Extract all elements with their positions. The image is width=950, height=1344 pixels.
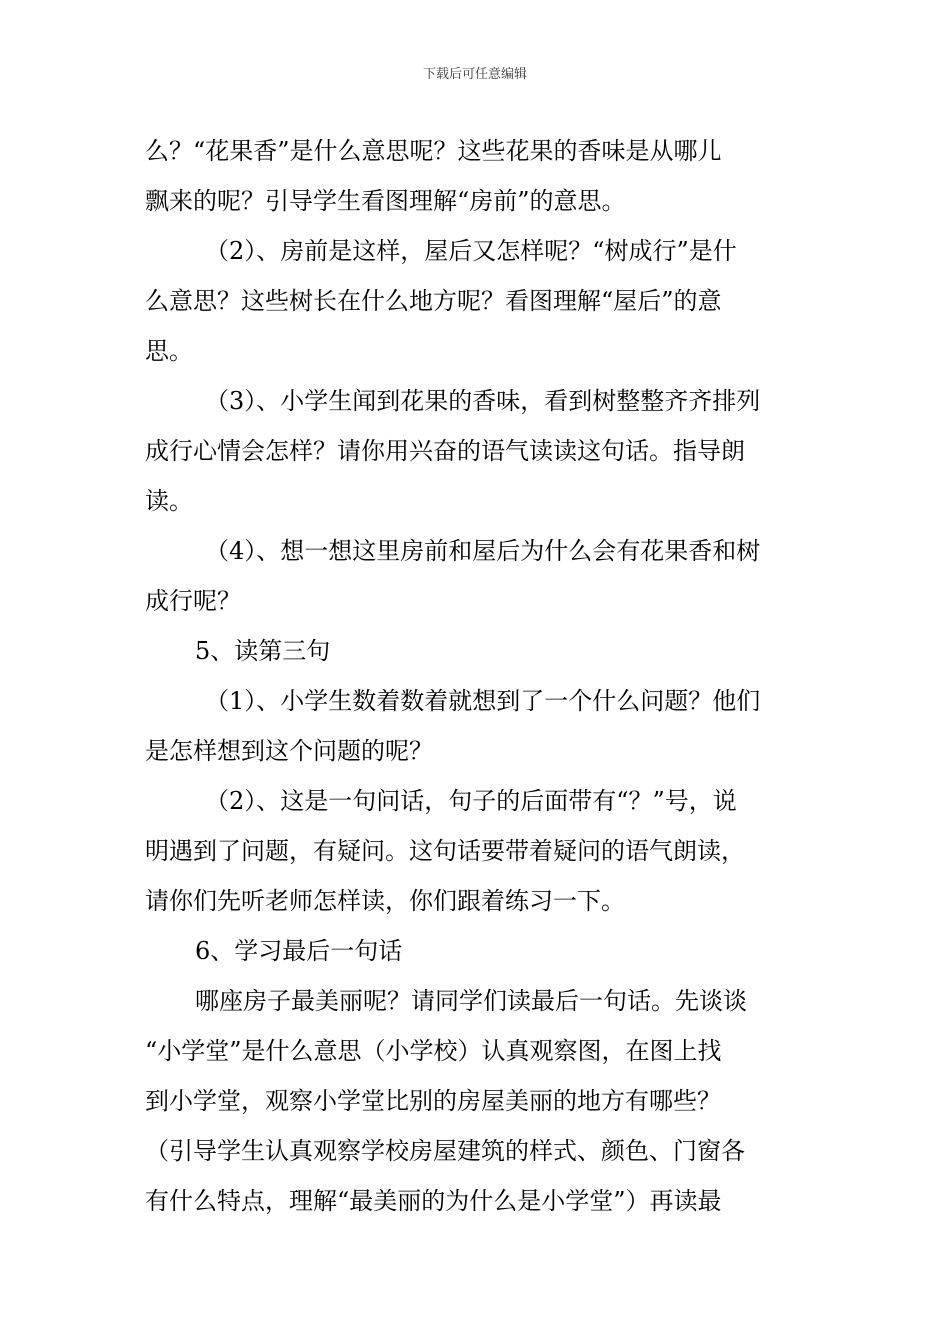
- text-line: （2）、房前是这样，屋后又怎样呢？“树成行”是什: [205, 237, 737, 265]
- text-line: 是怎样想到这个问题的呢？: [145, 737, 433, 765]
- text-line: 读。: [145, 487, 193, 515]
- text-line: 么？“花果香”是什么意思呢？这些花果的香味是从哪儿: [145, 137, 722, 165]
- text-line: 思。: [145, 337, 193, 365]
- text-line: 么意思？这些树长在什么地方呢？看图理解“屋后”的意: [145, 287, 722, 315]
- text-line: 成行心情会怎样？请你用兴奋的语气读读这句话。指导朗: [145, 437, 745, 465]
- document-body: [145, 126, 810, 1226]
- text-line: 成行呢？: [145, 587, 241, 615]
- text-line: 哪座房子最美丽呢？请同学们读最后一句话。先谈谈: [195, 987, 747, 1015]
- page-header: 下载后可任意编辑: [422, 67, 527, 82]
- text-line: 5、读第三句: [195, 637, 331, 665]
- text-line: （引导学生认真观察学校房屋建筑的样式、颜色、门窗各: [145, 1137, 745, 1165]
- text-line: （4）、想一想这里房前和屋后为什么会有花果香和树: [205, 537, 761, 565]
- text-line: 请你们先听老师怎样读，你们跟着练习一下。: [145, 887, 625, 915]
- text-line: 明遇到了问题，有疑问。这句话要带着疑问的语气朗读，: [145, 837, 745, 865]
- text-line: “小学堂”是什么意思（小学校）认真观察图，在图上找: [145, 1037, 722, 1065]
- text-line: （1）、小学生数着数着就想到了一个什么问题？他们: [205, 687, 761, 715]
- text-line: 有什么特点，理解“最美丽的为什么是小学堂”）再读最: [145, 1187, 722, 1215]
- text-line: 6、学习最后一句话: [195, 937, 403, 965]
- text-line: 飘来的呢？引导学生看图理解“房前”的意思。: [145, 187, 626, 215]
- text-line: （2）、这是一句问话，句子的后面带有“？”号，说: [205, 787, 737, 815]
- text-line: （3）、小学生闻到花果的香味，看到树整整齐齐排列: [205, 387, 761, 415]
- text-line: 到小学堂，观察小学堂比别的房屋美丽的地方有哪些？: [145, 1087, 721, 1115]
